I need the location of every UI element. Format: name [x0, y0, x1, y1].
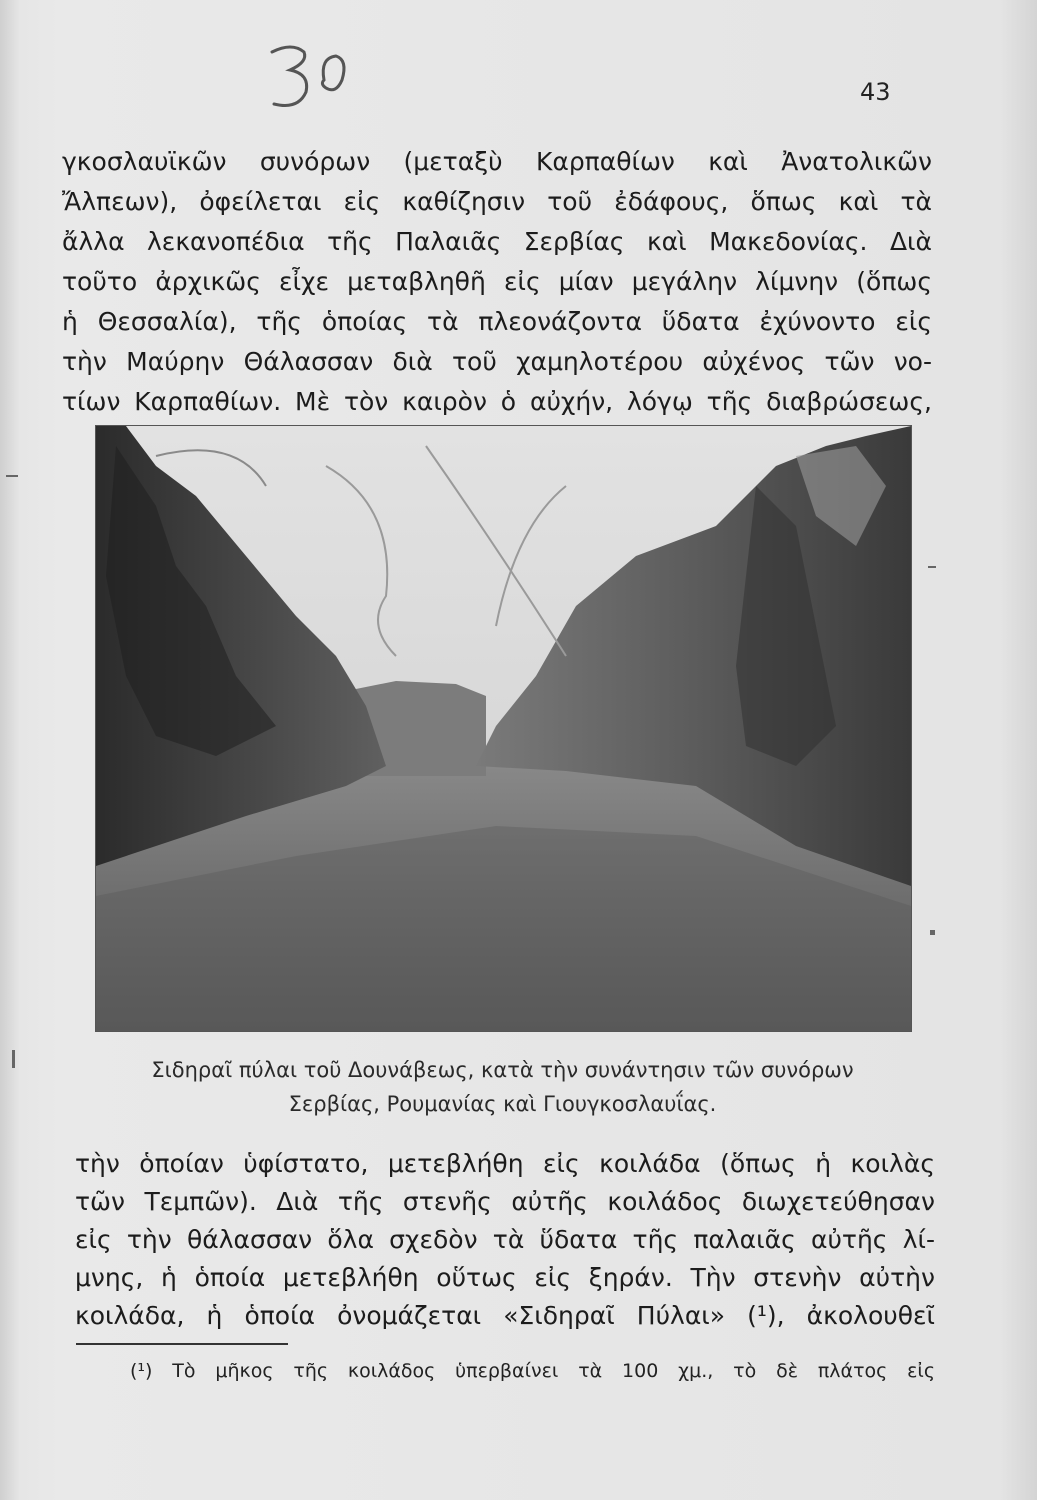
text-line: ἡ Θεσσαλία), τῆς ὁποίας τὰ πλεονάζοντα ὕδατα ἐχύνοντο εἰς — [62, 307, 932, 336]
svg-text:30: 30 — [262, 40, 264, 41]
margin-mark — [6, 475, 18, 477]
text-line: ἄλλα λεκανοπέδια τῆς Παλαιᾶς Σερβίας καὶ Μακεδονίας. Διὰ — [62, 227, 932, 256]
bottom-paragraph — [75, 1145, 935, 1335]
text-line: κοιλάδα, ἡ ὁποία ὀνομάζεται «Σιδηραῖ Πύλαι» (¹), ἀκολουθεῖ — [75, 1301, 935, 1330]
text-line: μνης, ἡ ὁποία μετεβλήθη οὕτως εἰς ξηράν. Τὴν στενὴν αὐτὴν — [75, 1263, 935, 1292]
text-line: τὴν ὁποίαν ὑφίστατο, μετεβλήθη εἰς κοιλάδα (ὅπως ἡ κοιλὰς — [75, 1149, 935, 1178]
text-line: τοῦτο ἀρχικῶς εἶχε μεταβληθῆ εἰς μίαν μεγάλην λίμνην (ὅπως — [62, 267, 932, 296]
top-paragraph — [62, 142, 932, 422]
footnote-rule — [76, 1343, 288, 1345]
footnote: (¹) Τὸ μῆκος τῆς κοιλάδος ὑπερβαίνει τὰ 100 χμ., τὸ δὲ πλάτος εἰς — [130, 1360, 935, 1382]
figure-caption — [95, 1053, 910, 1121]
caption-line: Σερβίας, Ρουμανίας καὶ Γιουγκοσλαυΐας. — [288, 1092, 717, 1116]
text-line: τίων Καρπαθίων. Μὲ τὸν καιρὸν ὁ αὐχήν, λόγῳ τῆς διαβρώσεως, — [62, 387, 932, 416]
text-line: Ἄλπεων), ὀφείλεται εἰς καθίζησιν τοῦ ἐδάφους, ὅπως καὶ τὰ — [62, 187, 932, 216]
text-line: τὴν Μαύρην Θάλασσαν διὰ τοῦ χαμηλοτέρου αὐχένος τῶν νο- — [62, 347, 932, 376]
caption-line: Σιδηραῖ πύλαι τοῦ Δουνάβεως, κατὰ τὴν συνάντησιν τῶν συνόρων — [151, 1058, 854, 1082]
page-number: 43 — [860, 78, 891, 106]
margin-mark — [930, 930, 935, 935]
text-line: τῶν Τεμπῶν). Διὰ τῆς στενῆς αὐτῆς κοιλάδος διωχετεύθησαν — [75, 1187, 935, 1216]
text-line: εἰς τὴν θάλασσαν ὅλα σχεδὸν τὰ ὕδατα τῆς παλαιᾶς αὐτῆς λί- — [75, 1225, 935, 1254]
gorge-photograph — [95, 425, 912, 1032]
handwritten-page-number — [262, 40, 362, 120]
text-line: γκοσλαυϊκῶν συνόρων (μεταξὺ Καρπαθίων καὶ Ἀνατολικῶν — [62, 147, 932, 176]
margin-mark — [928, 566, 936, 568]
margin-mark — [12, 1050, 15, 1068]
